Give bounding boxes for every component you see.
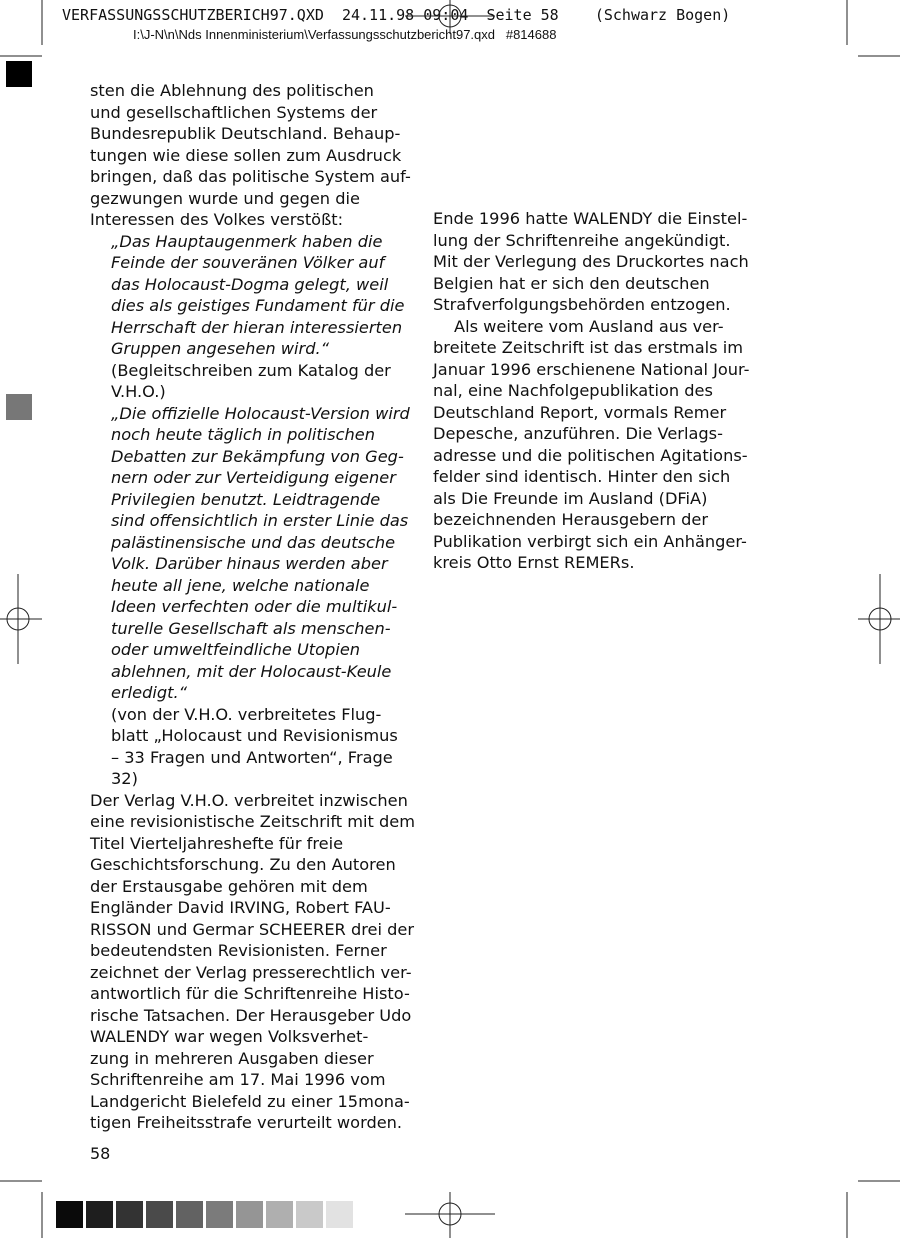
gray-swatch <box>206 1201 233 1228</box>
text-line: bringen, daß das politische System auf- <box>90 167 411 186</box>
text-line: WALENDY war wegen Volksverhet- <box>90 1027 369 1046</box>
quote-source-flyer <box>90 704 400 790</box>
text-line: adresse und die politischen Agitations- <box>433 445 748 465</box>
registration-mark-left <box>0 574 42 664</box>
text-line: Bundesrepublik Deutschland. Behaup- <box>90 124 401 143</box>
text-line: Titel Vierteljahreshefte für freie <box>90 833 344 853</box>
text-line: V.H.O.) <box>111 382 166 401</box>
text-line: bezeichnenden Herausgebern der <box>433 510 708 529</box>
text-line: lung der Schriftenreihe angekündigt. <box>433 230 731 250</box>
text-line: 32) <box>111 769 138 788</box>
text-line: turelle Gesellschaft als menschen- <box>111 618 391 638</box>
text-line: blatt „Holocaust und Revisionismus <box>111 726 398 745</box>
vho-publisher-paragraph <box>90 790 416 1134</box>
text-line: RISSON und Germar SCHEERER drei der <box>90 919 415 939</box>
intro-paragraph <box>90 80 411 231</box>
text-line: „Die offizielle Holocaust-Version wird <box>111 403 410 423</box>
text-line: zung in mehreren Ausgaben dieser <box>90 1048 374 1068</box>
text-line: Schriftenreihe am 17. Mai 1996 vom <box>90 1070 386 1089</box>
text-line: der Erstausgabe gehören mit dem <box>90 876 368 896</box>
text-line: tigen Freiheitsstrafe verurteilt worden. <box>90 1113 403 1132</box>
text-line: Volk. Darüber hinaus werden aber <box>111 554 388 573</box>
quote-holocaust-version <box>90 403 410 704</box>
text-line: (Begleitschreiben zum Katalog der <box>111 360 391 380</box>
text-line: Interessen des Volkes verstößt: <box>90 210 344 229</box>
gray-swatch <box>176 1201 203 1228</box>
text-line: Ideen verfechten oder die multikul- <box>111 597 398 616</box>
text-line: Mit der Verlegung des Druckortes nach <box>433 252 749 271</box>
text-line: Geschichtsforschung. Zu den Autoren <box>90 855 396 874</box>
text-line: tungen wie diese sollen zum Ausdruck <box>90 145 402 165</box>
gray-swatch <box>266 1201 293 1228</box>
text-line: Belgien hat er sich den deutschen <box>433 273 710 293</box>
text-line: Depesche, anzuführen. Die Verlags- <box>433 424 723 443</box>
right-text-column <box>433 208 750 574</box>
text-line: breitete Zeitschrift ist das erstmals im <box>433 338 743 357</box>
text-line: Debatten zur Bekämpfung von Geg- <box>111 446 404 466</box>
text-line: sind offensichtlich in erster Linie das <box>111 511 409 530</box>
text-line: – 33 Fragen und Antworten“, Frage <box>111 747 393 767</box>
gray-swatch <box>86 1201 113 1228</box>
quote-catalog-letter <box>90 231 405 360</box>
gray-swatch <box>326 1201 353 1228</box>
black-side-marker <box>6 61 32 87</box>
text-line: Der Verlag V.H.O. verbreitet inzwischen <box>90 790 408 810</box>
text-line: Engländer David IRVING, Robert FAU- <box>90 898 391 917</box>
gray-side-marker <box>6 394 32 420</box>
text-line: rische Tatsachen. Der Herausgeber Udo <box>90 1005 412 1025</box>
text-line: Deutschland Report, vormals Remer <box>433 402 727 422</box>
gray-swatch <box>236 1201 263 1228</box>
quote-source-catalog <box>90 360 400 403</box>
text-line: zeichnet der Verlag presserechtlich ver- <box>90 962 412 982</box>
file-path-header: I:\J-N\n\Nds Innenministerium\Verfassungsschutzbericht97.qxd #814688 <box>133 27 557 42</box>
text-line: Als weitere vom Ausland aus ver- <box>454 316 724 336</box>
gray-swatch <box>116 1201 143 1228</box>
text-line: Herrschaft der hieran interessierten <box>111 317 403 337</box>
text-line: Januar 1996 erschienene National Jour- <box>433 359 750 379</box>
text-line: „Das Hauptaugenmerk haben die <box>111 231 383 251</box>
text-line: (von der V.H.O. verbreitetes Flug- <box>111 704 382 724</box>
page-number: 58 <box>90 1144 111 1163</box>
text-line: heute all jene, welche nationale <box>111 575 370 595</box>
color-control-strip <box>56 1201 356 1228</box>
text-line: felder sind identisch. Hinter den sich <box>433 467 731 486</box>
text-line: ablehnen, mit der Holocaust-Keule <box>111 661 392 681</box>
text-line: bedeutendsten Revisionisten. Ferner <box>90 941 387 960</box>
gray-swatch <box>296 1201 323 1228</box>
text-line: kreis Otto Ernst REMERs. <box>433 553 635 572</box>
gray-swatch <box>146 1201 173 1228</box>
text-line: erledigt.“ <box>111 683 187 702</box>
text-line: nern oder zur Verteidigung eigener <box>111 468 396 487</box>
registration-mark-right <box>858 574 900 664</box>
text-line: eine revisionistische Zeitschrift mit dem <box>90 812 416 831</box>
text-line: und gesellschaftlichen Systems der <box>90 102 378 122</box>
text-line: Strafverfolgungsbehörden entzogen. <box>433 295 731 314</box>
text-line: sten die Ablehnung des politischen <box>90 81 374 100</box>
registration-mark-bottom <box>405 1192 495 1238</box>
text-line: Gruppen angesehen wird.“ <box>111 339 330 358</box>
text-line: Landgericht Bielefeld zu einer 15mona- <box>90 1091 410 1111</box>
text-line: Publikation verbirgt sich ein Anhänger- <box>433 531 747 551</box>
text-line: Ende 1996 hatte WALENDY die Einstel- <box>433 209 748 228</box>
text-line: oder umweltfeindliche Utopien <box>111 640 361 659</box>
text-line: palästinensische und das deutsche <box>111 532 396 552</box>
file-slug-header: VERFASSUNGSSCHUTZBERICH97.QXD 24.11.98 09:04 Seite 58 (Schwarz Bogen) <box>62 6 731 24</box>
text-line: das Holocaust-Dogma gelegt, weil <box>111 274 389 294</box>
text-line: Privilegien benutzt. Leidtragende <box>111 489 381 509</box>
text-line: antwortlich für die Schriftenreihe Histo- <box>90 984 410 1003</box>
registration-mark-top <box>405 0 495 34</box>
gray-swatch <box>56 1201 83 1228</box>
national-journal-paragraph <box>433 316 750 574</box>
text-line: nal, eine Nachfolgepublikation des <box>433 381 713 400</box>
text-line: noch heute täglich in politischen <box>111 425 375 444</box>
left-text-column <box>90 80 416 1134</box>
text-line: gezwungen wurde und gegen die <box>90 188 360 208</box>
text-line: als Die Freunde im Ausland (DFiA) <box>433 488 708 508</box>
walendy-paragraph <box>433 208 749 316</box>
text-line: Feinde der souveränen Völker auf <box>111 253 385 272</box>
text-line: dies als geistiges Fundament für die <box>111 296 405 315</box>
